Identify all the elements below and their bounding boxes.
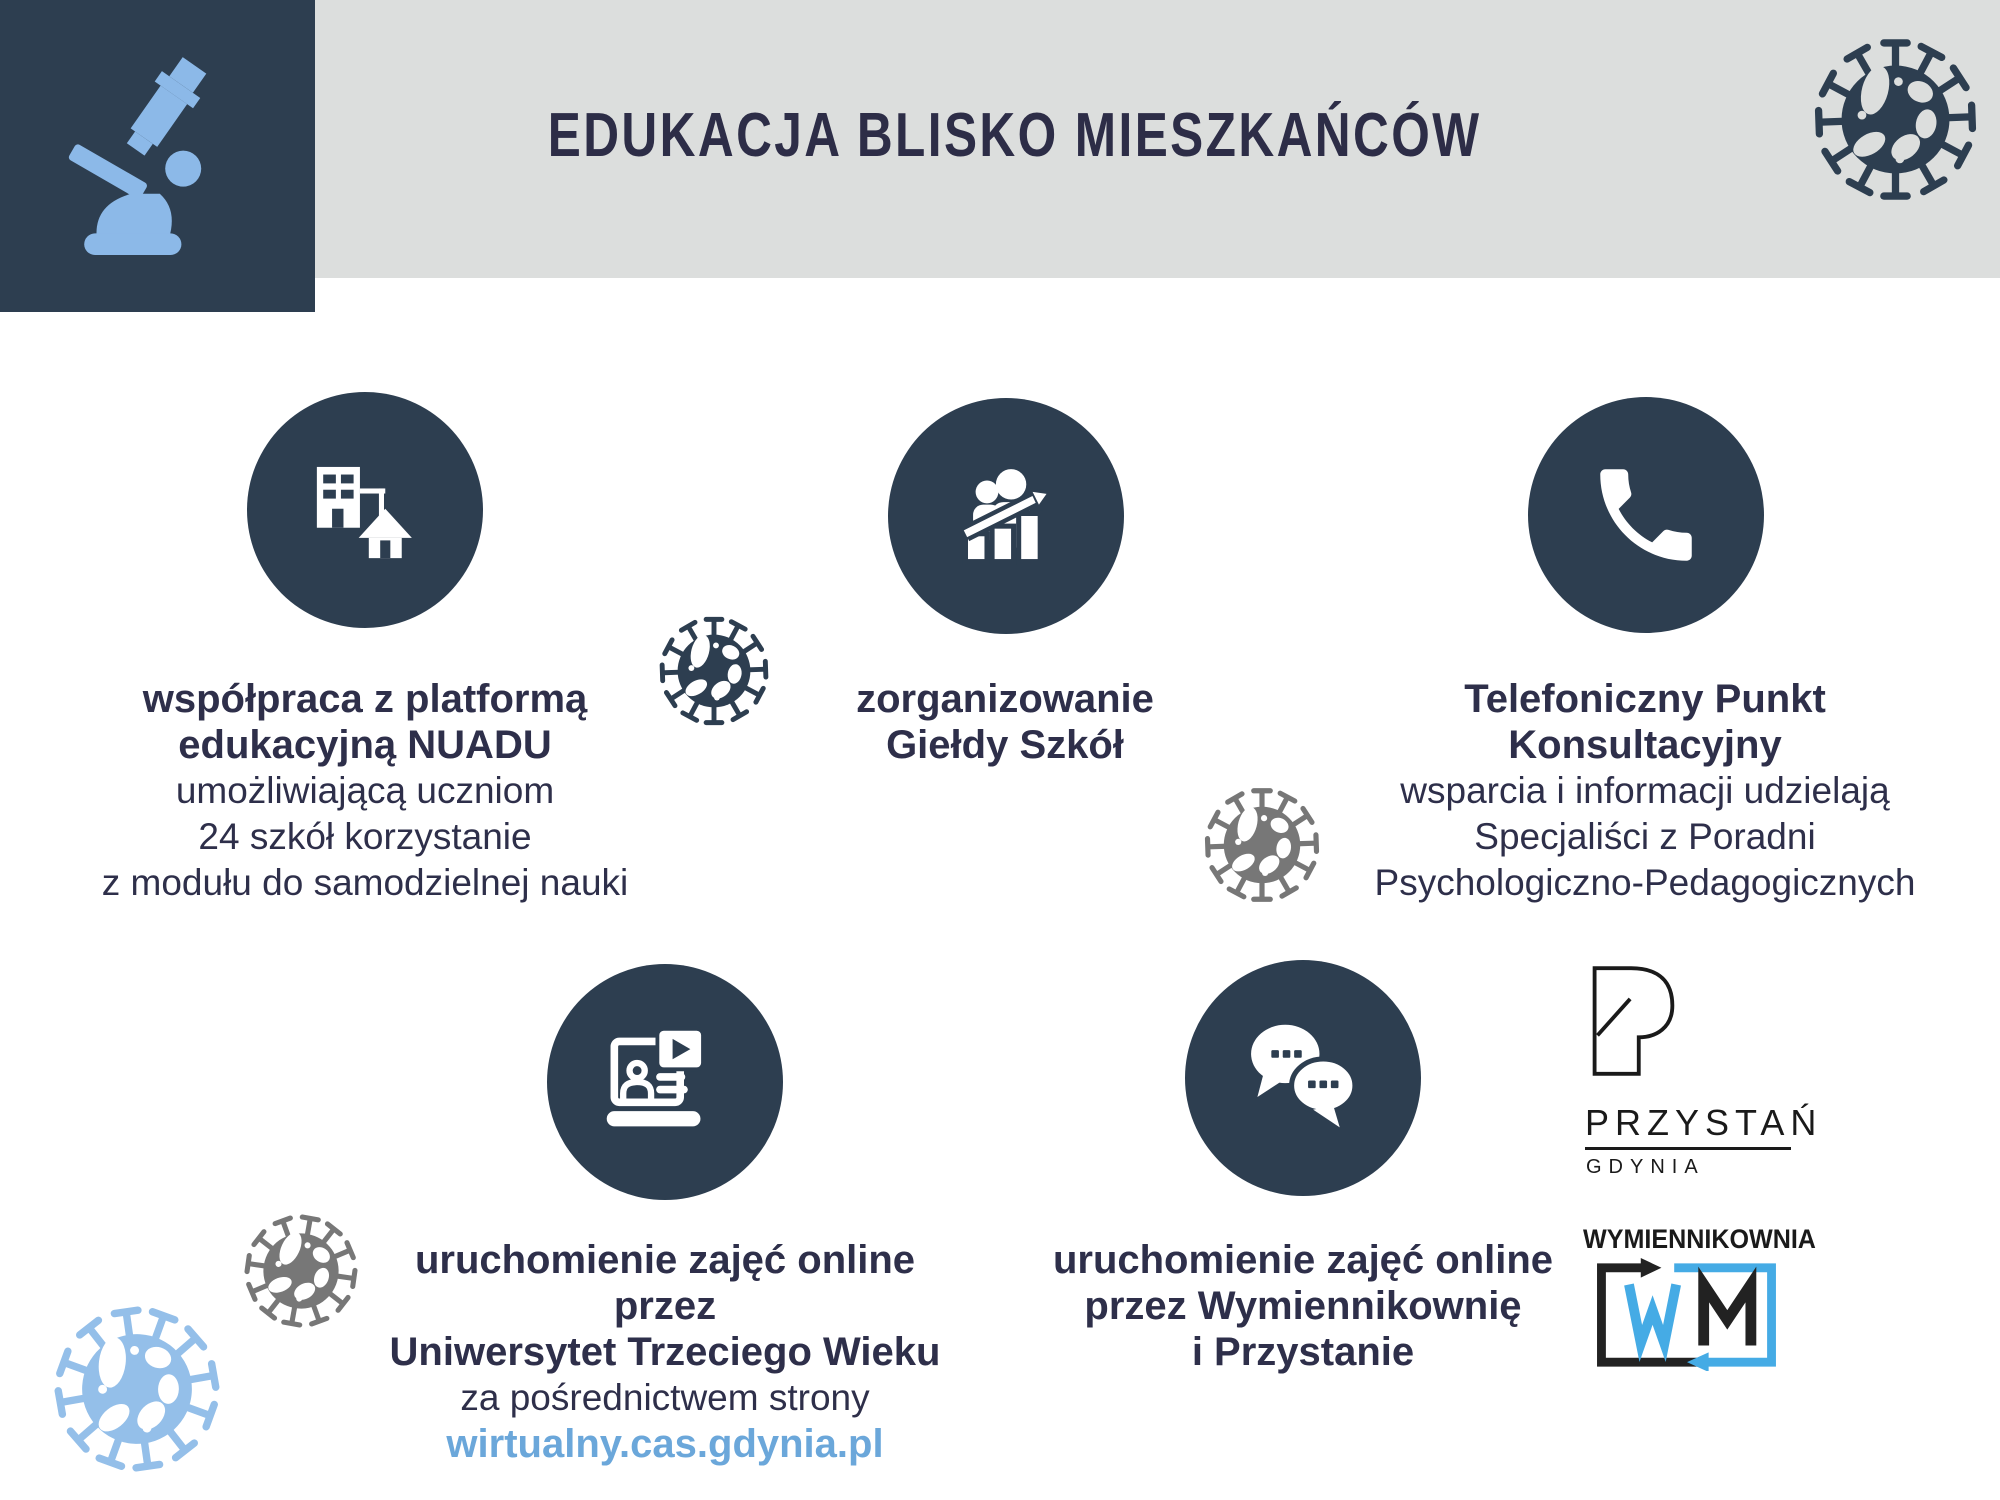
feature-circle-wymiennikownia [1185, 960, 1421, 1196]
feature-title-line: uruchomienie zajęć online [1052, 1238, 1554, 1282]
przystan-logo-icon [1585, 962, 1681, 1080]
feature-title-line: współpraca z platformą [142, 677, 588, 721]
feature-text-telefon [1325, 676, 1965, 906]
feature-desc-line: umożliwiającą uczniom [175, 770, 555, 811]
people-growth-icon [930, 440, 1082, 592]
feature-link[interactable]: wirtualny.cas.gdynia.pl [446, 1422, 884, 1466]
laptop-video-icon [589, 1006, 741, 1158]
feature-circle-telefon [1528, 397, 1764, 633]
feature-title-line: Telefoniczny Punkt [1464, 677, 1826, 721]
virus-icon [1200, 783, 1324, 907]
chat-bubbles-icon [1227, 1002, 1379, 1154]
page-title-text: EDUKACJA BLISKO MIESZKAŃCÓW [548, 101, 1482, 170]
feature-text-nuadu [45, 676, 685, 906]
feature-title-line: przez Wymiennikownię [1084, 1284, 1522, 1328]
feature-title-line: zorganizowanie [856, 677, 1154, 721]
microscope-icon [50, 41, 266, 271]
microscope-tile [0, 0, 315, 312]
feature-text-gielda [685, 676, 1325, 768]
feature-desc-line: z modułu do samodzielnej nauki [101, 862, 629, 903]
virus-icon [36, 1288, 237, 1489]
przystan-logo-title: PRZYSTAŃ [1585, 1102, 1823, 1143]
feature-title-line: Uniwersytet Trzeciego Wieku [389, 1330, 941, 1374]
wymiennikownia-logo-title: WYMIENNIKOWNIA [1583, 1224, 1816, 1254]
feature-title-line: Konsultacyjny [1508, 723, 1782, 767]
feature-title-line: uruchomienie zajęć online [414, 1238, 916, 1282]
virus-icon [1808, 32, 1983, 207]
phone-icon [1585, 454, 1707, 576]
feature-circle-utw [547, 964, 783, 1200]
page-title [430, 100, 1600, 171]
feature-title-line: edukacyjną NUADU [178, 723, 552, 767]
wymiennikownia-logo-icon [1587, 1255, 1785, 1371]
feature-circle-gielda [888, 398, 1124, 634]
feature-circle-nuadu [247, 392, 483, 628]
feature-title-line: Giełdy Szkół [886, 723, 1124, 767]
feature-title-line: przez [613, 1284, 717, 1328]
przystan-logo-subtitle: GDYNIA [1586, 1156, 1705, 1178]
feature-title-line: i Przystanie [1191, 1330, 1415, 1374]
feature-text-utw [345, 1237, 985, 1467]
feature-desc-line: Psychologiczno-Pedagogicznych [1374, 862, 1916, 903]
przystan-logo-rule [1585, 1147, 1791, 1150]
feature-desc-line: za pośrednictwem strony [460, 1377, 870, 1418]
feature-text-wymiennikownia [983, 1237, 1623, 1375]
feature-desc-line: Specjaliści z Poradni [1474, 816, 1816, 857]
feature-desc-line: 24 szkół korzystanie [198, 816, 532, 857]
school-buildings-icon [289, 434, 441, 586]
feature-desc-line: wsparcia i informacji udzielają [1400, 770, 1890, 811]
